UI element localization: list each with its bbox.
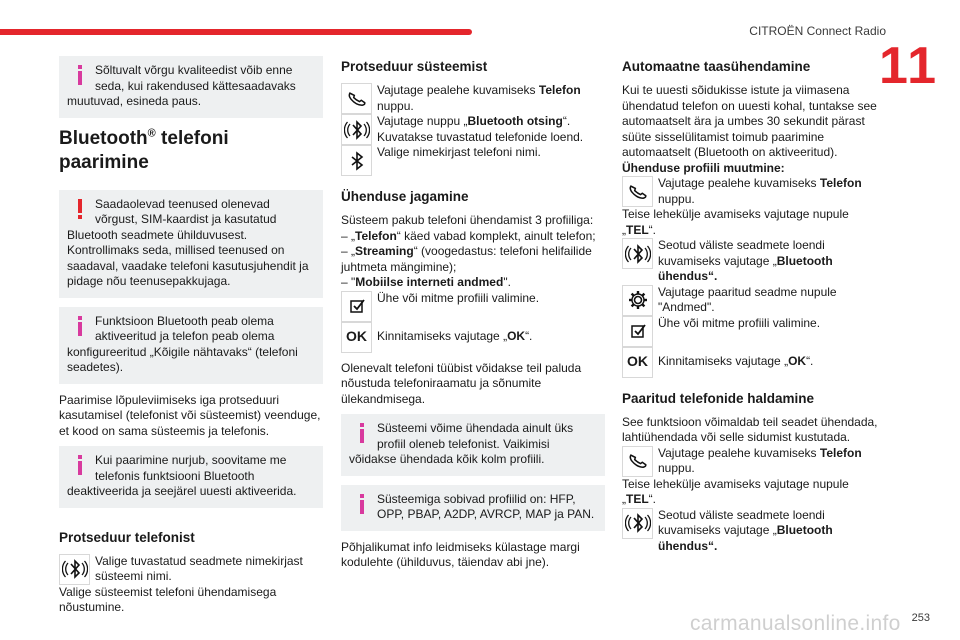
- step-text: Vajutage pealehe kuvamiseks Telefon nuppu.: [658, 445, 862, 475]
- note-text: Funktsioon Bluetooth peab olema aktiveeritud ja telefon peab olema konfigureeritud „Kõigile nähtavaks“ (telefoni seadetes).: [67, 313, 298, 374]
- step-text: Vajutage paaritud seadme nupule "Andmed".: [658, 284, 837, 314]
- info-icon: [71, 455, 89, 477]
- watermark: carmanualsonline.info: [690, 612, 901, 635]
- phone-handset-icon: [622, 176, 653, 207]
- step: [341, 322, 605, 353]
- paragraph: Teise lehekülje avamiseks vajutage nupule „TEL“.: [622, 207, 849, 237]
- column-2: [341, 56, 605, 578]
- info-note: [59, 307, 323, 384]
- note-text: Kui paarimine nurjub, soovitame me telefonis funktsiooni Bluetooth deaktiveerida ja seejärel uuesti aktiveerida.: [67, 453, 297, 498]
- step-text: Ühe või mitme profiili valimine.: [658, 315, 821, 330]
- step: [341, 291, 605, 322]
- step: [622, 176, 886, 207]
- ok-button-icon: OK: [622, 347, 653, 378]
- note-text: Süsteemi võime ühendada ainult üks profiil oleneb telefonist. Vaikimisi võidakse ühendada kõik kolm profiili.: [349, 421, 574, 466]
- step: [622, 446, 886, 477]
- info-note: [341, 414, 605, 476]
- bluetooth-icon: [341, 145, 372, 176]
- note-text: Süsteemiga sobivad profiilid on: HFP, OPP, PBAP, A2DP, AVRCP, MAP ja PAN.: [377, 491, 595, 521]
- step-text: Vajutage pealehe kuvamiseks Telefon nuppu.: [377, 83, 581, 113]
- header-title: CITROËN Connect Radio: [749, 24, 886, 38]
- step: [59, 554, 323, 585]
- paragraph: Olenevalt telefoni tüübist võidakse teil paluda nõustuda telefoniraamatu ja sõnumite ülekandmisega.: [341, 360, 582, 406]
- step-text: Vajutage pealehe kuvamiseks Telefon nuppu.: [658, 176, 862, 206]
- step: [622, 347, 886, 378]
- subheading-procedure-phone: Protseduur telefonist: [59, 529, 195, 545]
- step-text: Ühe või mitme profiili valimine.: [377, 290, 540, 305]
- step: [341, 114, 605, 145]
- list-item: – „Streaming“ (voogedastus: telefoni helifailide juhtmeta mängimine);: [341, 244, 592, 274]
- step-text: Vajutage nuppu „Bluetooth otsing“. Kuvatakse tuvastatud telefonide loend.: [377, 114, 584, 144]
- section-heading-bluetooth-pairing: Bluetooth® telefoni paarimine: [59, 127, 229, 173]
- info-icon: [71, 316, 89, 338]
- bluetooth-search-icon: [341, 114, 372, 145]
- phone-handset-icon: [341, 83, 372, 114]
- chapter-number: 11: [879, 37, 938, 95]
- info-icon: [353, 423, 371, 445]
- paragraph: Teise lehekülje avamiseks vajutage nupule „TEL“.: [622, 476, 849, 506]
- subheading-connection-sharing: Ühenduse jagamine: [341, 189, 469, 204]
- paragraph: Valige süsteemist telefoni ühendamisega nõustumine.: [59, 584, 277, 614]
- info-note: [59, 56, 323, 118]
- paragraph: See funktsioon võimaldab teil seadet ühendada, lahtiühendada või selle sidumist kustutada.: [622, 414, 878, 444]
- step-text: Kinnitamiseks vajutage „OK“.: [658, 354, 814, 369]
- paragraph: Kui te uuesti sõidukisse istute ja viimasena ühendatud telefon on uuesti kohal, tuntakse see automaatselt ära ja umbes 30 sekundit pärast süüte sisselülitamist toimub paarimine automaatselt (Bluetooth on aktiveeritud).: [622, 83, 877, 159]
- step: [622, 508, 886, 555]
- paragraph: Paarimise lõpuleviimiseks iga protseduuri kasutamisel (telefonist või süsteemist) veenduge, et kood on sama süsteemis ja telefonis.: [59, 392, 321, 438]
- info-icon: [71, 65, 89, 87]
- paragraph: Süsteem pakub telefoni ühendamist 3 profiiliga:: [341, 213, 594, 227]
- profile-change-label: Ühenduse profiili muutmine:: [622, 160, 785, 175]
- step: [622, 285, 886, 316]
- list-item: – "Mobiilse interneti andmed".: [341, 275, 511, 289]
- note-text: Sõltuvalt võrgu kvaliteedist võib enne seda, kui rakendused kättesaadavaks muutuvad, esineda paus.: [67, 63, 296, 108]
- top-accent-bar: [0, 29, 472, 35]
- step: [622, 316, 886, 347]
- gear-icon: [622, 285, 653, 316]
- step-text: Kinnitamiseks vajutage „OK“.: [377, 329, 533, 344]
- subheading-paired-phones: Paaritud telefonide haldamine: [622, 390, 815, 406]
- subheading-procedure-system: Protseduur süsteemist: [341, 59, 488, 74]
- step-text: Seotud väliste seadmete loendi kuvamiseks vajutage „Bluetooth ühendus“.: [658, 507, 833, 553]
- checkbox-icon: [622, 316, 653, 347]
- column-1: [59, 56, 323, 622]
- step-text: Seotud väliste seadmete loendi kuvamiseks vajutage „Bluetooth ühendus“.: [658, 238, 833, 283]
- info-icon: [353, 494, 371, 516]
- page-number: 253: [911, 611, 930, 624]
- step: [341, 145, 605, 176]
- warning-text: Saadaolevad teenused olenevad võrgust, SIM-kaardist ja kasutatud Bluetooth seadmete ühilduvusest. Kontrollimaks seda, millised teenused on saadaval, vaadake telefoni kasutusjuhendit ja pidage nõu teenusepakkujaga.: [67, 196, 309, 288]
- step: [341, 83, 605, 114]
- step-text: Valige tuvastatud seadmete nimekirjast süsteemi nimi.: [95, 553, 303, 583]
- warning-note: [59, 190, 323, 298]
- paragraph: Põhjalikumat info leidmiseks külastage margi kodulehte (ühilduvus, täiendav abi jne).: [341, 539, 580, 569]
- step: [622, 238, 886, 285]
- column-3: [622, 56, 886, 554]
- list-item: – „Telefon“ käed vabad komplekt, ainult telefon;: [341, 228, 596, 243]
- bluetooth-search-icon: [59, 554, 90, 585]
- info-note: [341, 485, 605, 531]
- bluetooth-search-icon: [622, 508, 653, 539]
- checkbox-icon: [341, 291, 372, 322]
- step-text: Valige nimekirjast telefoni nimi.: [377, 145, 541, 159]
- phone-handset-icon: [622, 446, 653, 477]
- info-note: [59, 446, 323, 508]
- ok-button-icon: OK: [341, 322, 372, 353]
- warning-icon: [71, 199, 89, 221]
- subheading-auto-reconnect: Automaatne taasühendamine: [622, 59, 811, 74]
- bluetooth-search-icon: [622, 238, 653, 269]
